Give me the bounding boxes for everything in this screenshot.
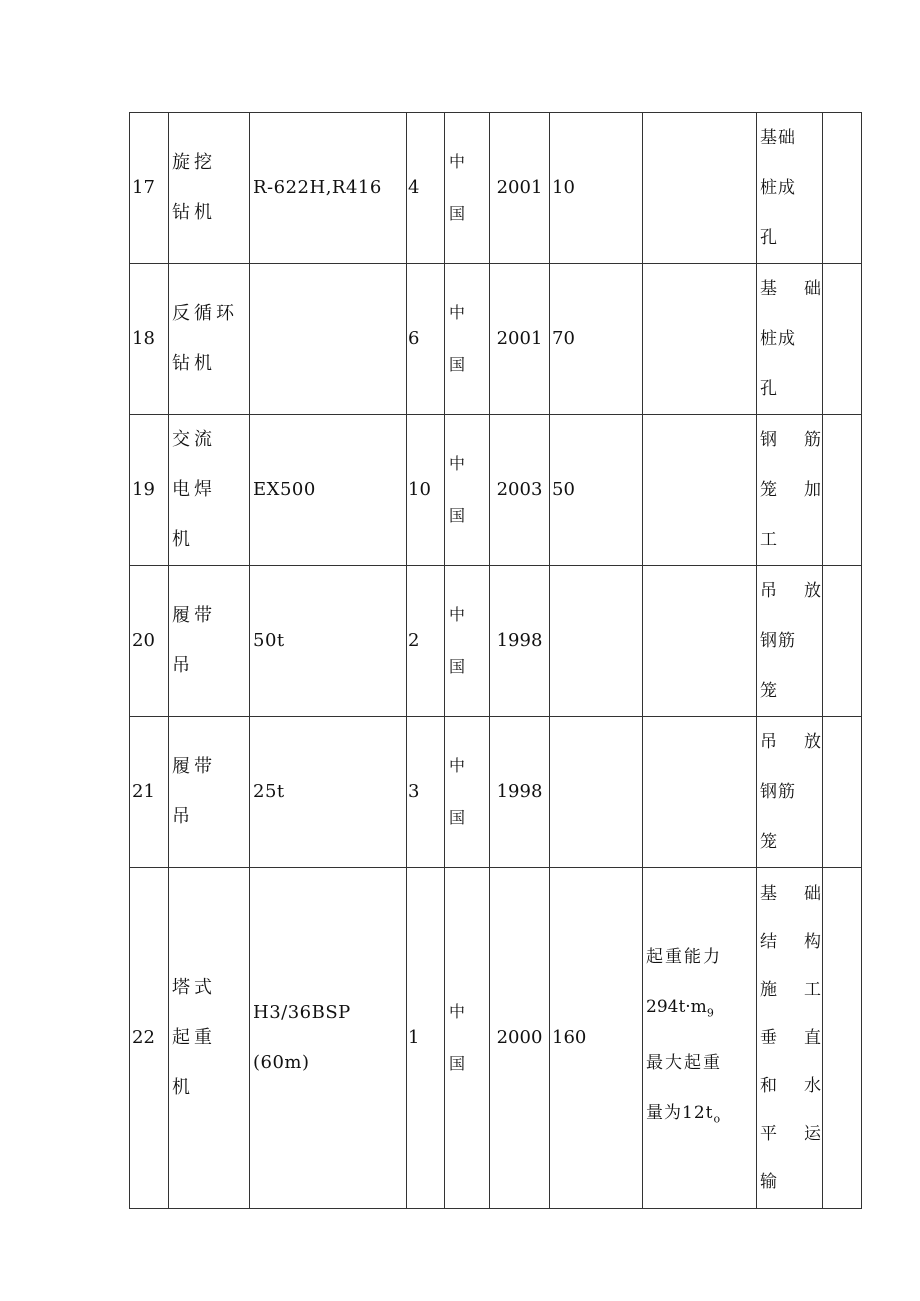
manufacture-year: 2000 bbox=[490, 868, 550, 1209]
remark bbox=[643, 566, 757, 717]
rated-power: 160 bbox=[550, 868, 643, 1209]
origin: 中 国 bbox=[445, 566, 490, 717]
quantity: 6 bbox=[407, 264, 445, 415]
origin: 中 国 bbox=[445, 717, 490, 868]
quantity: 4 bbox=[407, 113, 445, 264]
empty-cell bbox=[823, 566, 862, 717]
rated-power bbox=[550, 566, 643, 717]
table-row bbox=[130, 717, 862, 868]
usage-note: 吊 放 钢筋 笼 bbox=[757, 566, 823, 717]
row-number: 22 bbox=[130, 868, 169, 1209]
quantity: 10 bbox=[407, 415, 445, 566]
quantity: 3 bbox=[407, 717, 445, 868]
row-number: 18 bbox=[130, 264, 169, 415]
remark: 起重能力 $294t\cdot m_9$ 最大起重 量为$12t_o$ bbox=[643, 868, 757, 1209]
table-body bbox=[130, 113, 862, 1209]
equipment-name: 履带 吊 bbox=[169, 717, 250, 868]
empty-cell bbox=[823, 415, 862, 566]
equipment-name: 交流 电焊 机 bbox=[169, 415, 250, 566]
rated-power bbox=[550, 717, 643, 868]
table-row bbox=[130, 264, 862, 415]
empty-cell bbox=[823, 717, 862, 868]
row-number: 17 bbox=[130, 113, 169, 264]
remark bbox=[643, 717, 757, 868]
manufacture-year: 1998 bbox=[490, 717, 550, 868]
rated-power: 70 bbox=[550, 264, 643, 415]
manufacture-year: 2001 bbox=[490, 113, 550, 264]
empty-cell bbox=[823, 113, 862, 264]
table-row bbox=[130, 566, 862, 717]
remark bbox=[643, 264, 757, 415]
empty-cell bbox=[823, 264, 862, 415]
usage-note: 吊 放 钢筋 笼 bbox=[757, 717, 823, 868]
manufacture-year: 2003 bbox=[490, 415, 550, 566]
row-number: 21 bbox=[130, 717, 169, 868]
remark bbox=[643, 415, 757, 566]
equipment-name: 旋挖 钻机 bbox=[169, 113, 250, 264]
model-spec: 50t bbox=[250, 566, 407, 717]
table-row bbox=[130, 868, 862, 1209]
usage-note: 基础 桩成 孔 bbox=[757, 113, 823, 264]
equipment-name: 反循环 钻机 bbox=[169, 264, 250, 415]
equipment-name: 塔式 起重 机 bbox=[169, 868, 250, 1209]
empty-cell bbox=[823, 868, 862, 1209]
usage-note: 基 础 结 构 施 工 垂 直 和 水 平 运 输 bbox=[757, 868, 823, 1209]
table-row bbox=[130, 415, 862, 566]
quantity: 1 bbox=[407, 868, 445, 1209]
row-number: 19 bbox=[130, 415, 169, 566]
equipment-name: 履带 吊 bbox=[169, 566, 250, 717]
row-number: 20 bbox=[130, 566, 169, 717]
rated-power: 50 bbox=[550, 415, 643, 566]
equipment-table bbox=[129, 112, 862, 1209]
table-row bbox=[130, 113, 862, 264]
manufacture-year: 1998 bbox=[490, 566, 550, 717]
model-spec: H3/36BSP (60m) bbox=[250, 868, 407, 1209]
usage-note: 钢 筋 笼 加 工 bbox=[757, 415, 823, 566]
model-spec bbox=[250, 264, 407, 415]
origin: 中 国 bbox=[445, 113, 490, 264]
rated-power: 10 bbox=[550, 113, 643, 264]
usage-note: 基 础 桩成 孔 bbox=[757, 264, 823, 415]
manufacture-year: 2001 bbox=[490, 264, 550, 415]
model-spec: EX500 bbox=[250, 415, 407, 566]
origin: 中 国 bbox=[445, 868, 490, 1209]
model-spec: 25t bbox=[250, 717, 407, 868]
remark bbox=[643, 113, 757, 264]
origin: 中 国 bbox=[445, 264, 490, 415]
quantity: 2 bbox=[407, 566, 445, 717]
model-spec: R-622H,R416 bbox=[250, 113, 407, 264]
origin: 中 国 bbox=[445, 415, 490, 566]
